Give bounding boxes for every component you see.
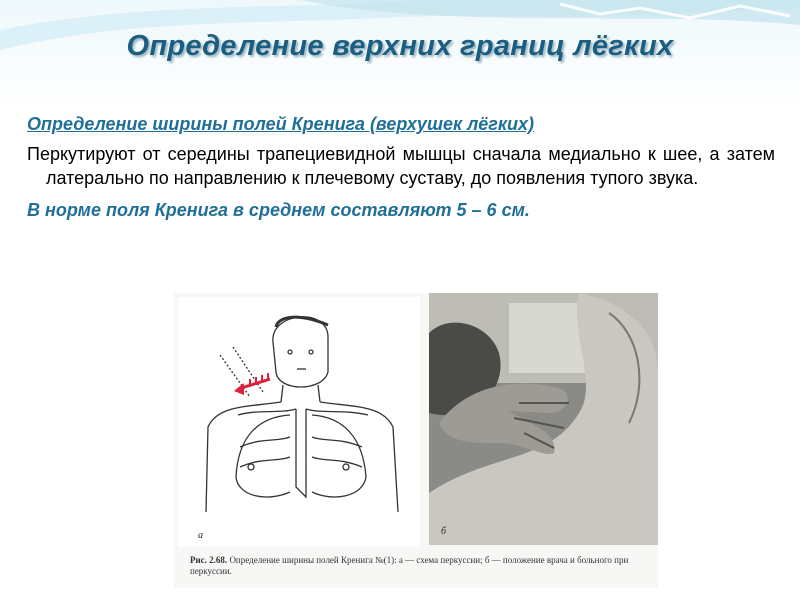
torso-outline-icon [178,297,420,547]
text-content [27,113,775,223]
label-b: б [441,526,447,537]
percussion-scheme-drawing [178,297,420,547]
label-a: а [198,530,203,541]
page-title: Определение верхних границ лёгких [126,30,674,62]
norm-note: В норме поля Кренига в среднем составляют 5 – 6 см. [27,199,530,220]
figure-caption [190,555,650,578]
percussion-paragraph: Перкутируют от середины трапециевидной мышцы сначала медиально к шее, а затем латерально по направлению к плечевому суставу, до появления тупого звука. [27,143,775,188]
figure [174,293,658,588]
caption-text: Определение ширины полей Кренига №(1): а — схема перкуссии; б — положение врача и больного при перкуссии. [190,555,629,577]
photo-doctor-patient-icon [429,293,658,545]
percussion-arrow-icon [234,373,270,395]
subheading: Определение ширины полей Кренига (верхушек лёгких) [27,114,535,134]
percussion-photo [429,293,658,545]
caption-prefix: Рис. 2.68. [190,555,228,565]
